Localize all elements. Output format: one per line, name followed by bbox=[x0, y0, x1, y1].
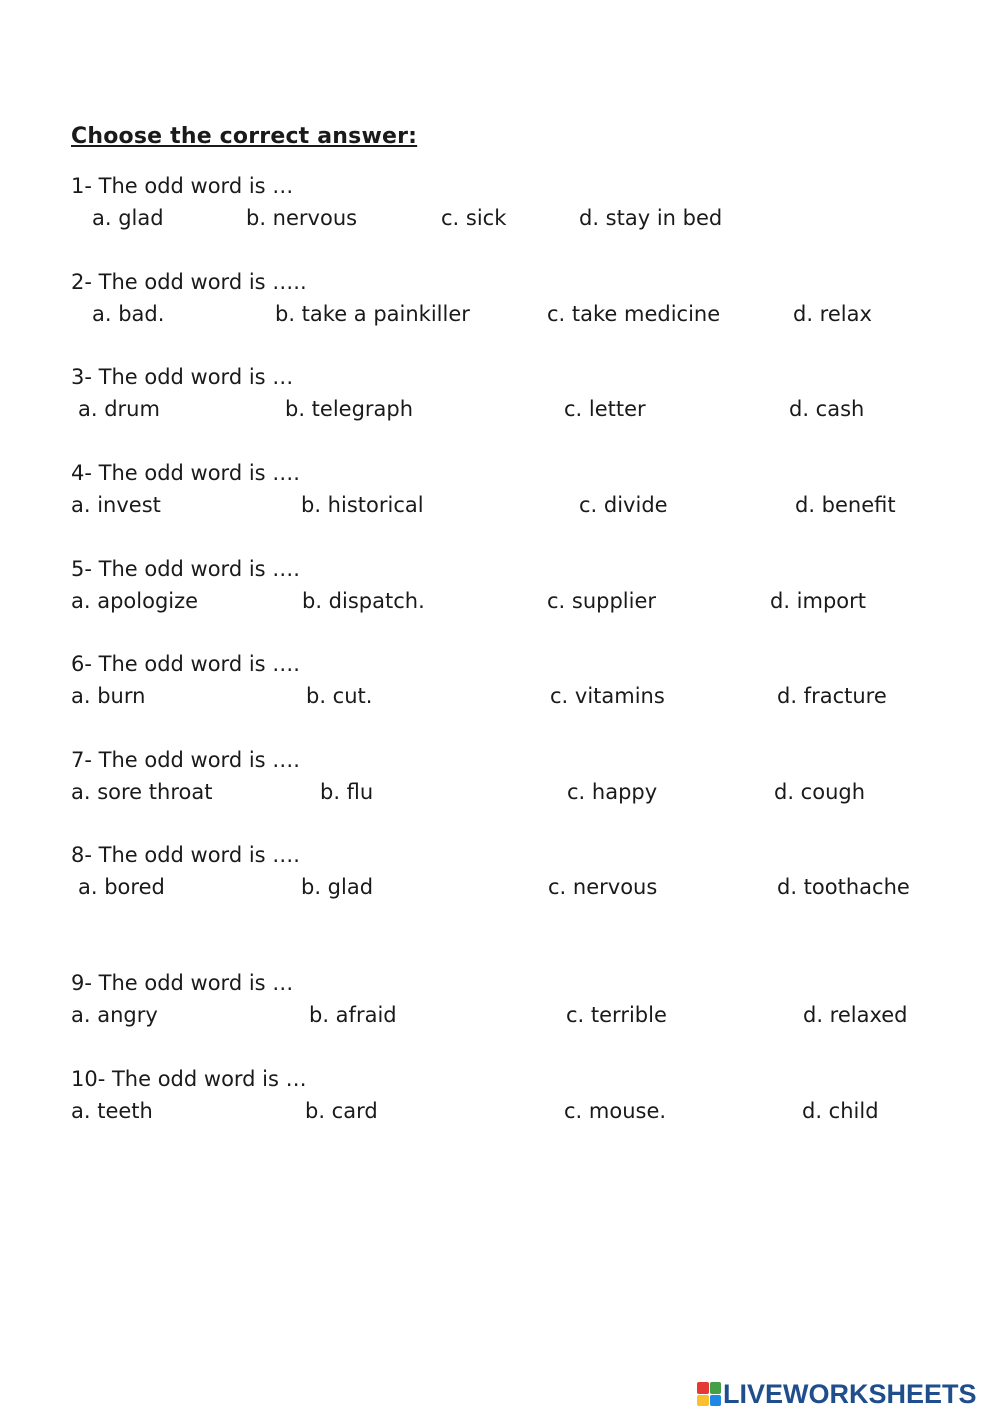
worksheet-title: Choose the correct answer: bbox=[71, 124, 418, 149]
option-b[interactable]: b. flu bbox=[320, 780, 374, 804]
question-stem: 6- The odd word is …. bbox=[71, 652, 300, 676]
option-d[interactable]: d. relaxed bbox=[803, 1003, 908, 1027]
option-d[interactable]: d. fracture bbox=[777, 684, 887, 708]
option-a[interactable]: a. apologize bbox=[71, 589, 199, 613]
question-stem: 5- The odd word is …. bbox=[71, 557, 300, 581]
option-d[interactable]: d. relax bbox=[793, 302, 872, 326]
option-c[interactable]: c. supplier bbox=[547, 589, 657, 613]
logo-tile bbox=[710, 1395, 722, 1407]
option-d[interactable]: d. toothache bbox=[777, 875, 910, 899]
question-9 bbox=[0, 971, 1000, 1041]
option-b[interactable]: b. historical bbox=[301, 493, 424, 517]
question-stem: 9- The odd word is … bbox=[71, 971, 294, 995]
question-4 bbox=[0, 461, 1000, 531]
logo-tile bbox=[710, 1382, 722, 1394]
option-a[interactable]: a. bad. bbox=[92, 302, 165, 326]
option-c[interactable]: c. happy bbox=[567, 780, 658, 804]
option-c[interactable]: c. vitamins bbox=[550, 684, 665, 708]
question-stem: 3- The odd word is … bbox=[71, 365, 294, 389]
question-stem: 8- The odd word is …. bbox=[71, 843, 300, 867]
question-stem: 2- The odd word is ….. bbox=[71, 270, 307, 294]
question-6 bbox=[0, 652, 1000, 722]
option-d[interactable]: d. import bbox=[770, 589, 867, 613]
liveworksheets-logo bbox=[697, 1378, 977, 1410]
logo-text: LIVEWORKSHEETS bbox=[723, 1378, 977, 1409]
option-c[interactable]: c. sick bbox=[441, 206, 507, 230]
question-stem: 10- The odd word is … bbox=[71, 1067, 307, 1091]
option-d[interactable]: d. benefit bbox=[795, 493, 896, 517]
question-stem: 4- The odd word is …. bbox=[71, 461, 300, 485]
question-2 bbox=[0, 270, 1000, 340]
option-a[interactable]: a. glad bbox=[92, 206, 164, 230]
liveworksheets-logo-icon bbox=[697, 1382, 721, 1406]
option-d[interactable]: d. cash bbox=[789, 397, 865, 421]
option-c[interactable]: c. terrible bbox=[566, 1003, 667, 1027]
option-a[interactable]: a. sore throat bbox=[71, 780, 213, 804]
option-a[interactable]: a. burn bbox=[71, 684, 146, 708]
question-3 bbox=[0, 365, 1000, 435]
question-8 bbox=[0, 843, 1000, 913]
option-c[interactable]: c. take medicine bbox=[547, 302, 721, 326]
question-1 bbox=[0, 174, 1000, 244]
option-b[interactable]: b. cut. bbox=[306, 684, 373, 708]
option-b[interactable]: b. take a painkiller bbox=[275, 302, 470, 326]
option-d[interactable]: d. stay in bed bbox=[579, 206, 723, 230]
question-5 bbox=[0, 557, 1000, 627]
option-a[interactable]: a. invest bbox=[71, 493, 161, 517]
option-b[interactable]: b. telegraph bbox=[285, 397, 414, 421]
option-b[interactable]: b. afraid bbox=[309, 1003, 397, 1027]
option-a[interactable]: a. teeth bbox=[71, 1099, 153, 1123]
option-a[interactable]: a. bored bbox=[78, 875, 165, 899]
option-a[interactable]: a. drum bbox=[78, 397, 160, 421]
question-10 bbox=[0, 1067, 1000, 1137]
option-b[interactable]: b. dispatch. bbox=[302, 589, 425, 613]
option-b[interactable]: b. card bbox=[305, 1099, 378, 1123]
option-d[interactable]: d. child bbox=[802, 1099, 879, 1123]
logo-tile bbox=[697, 1382, 709, 1394]
option-c[interactable]: c. nervous bbox=[548, 875, 658, 899]
question-7 bbox=[0, 748, 1000, 818]
option-b[interactable]: b. nervous bbox=[246, 206, 358, 230]
question-stem: 1- The odd word is … bbox=[71, 174, 294, 198]
option-b[interactable]: b. glad bbox=[301, 875, 374, 899]
question-stem: 7- The odd word is …. bbox=[71, 748, 300, 772]
option-c[interactable]: c. divide bbox=[579, 493, 668, 517]
option-d[interactable]: d. cough bbox=[774, 780, 866, 804]
option-c[interactable]: c. letter bbox=[564, 397, 646, 421]
option-c[interactable]: c. mouse. bbox=[564, 1099, 667, 1123]
option-a[interactable]: a. angry bbox=[71, 1003, 158, 1027]
logo-tile bbox=[697, 1395, 709, 1407]
